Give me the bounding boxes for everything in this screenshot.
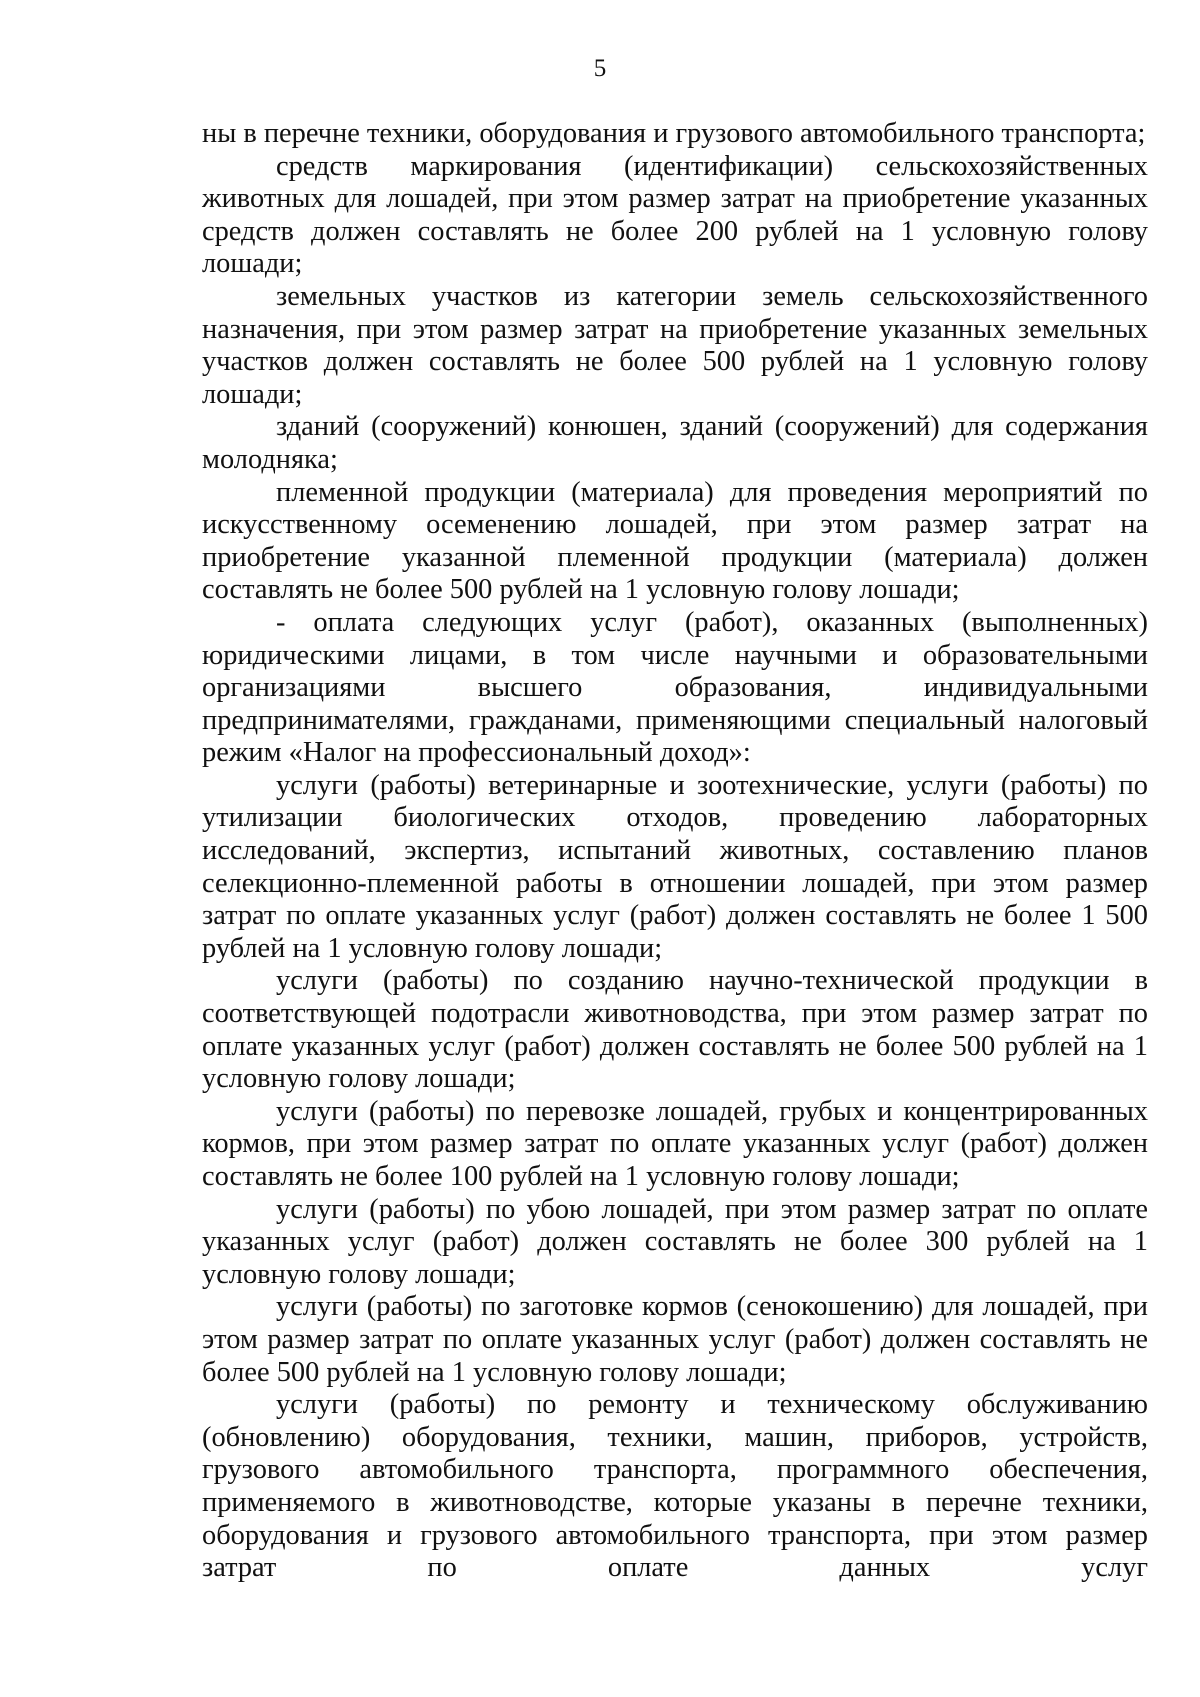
paragraph: услуги (работы) по созданию научно-технической продукции в соответствующей подотрасли животноводства, при этом размер затрат по оплате указанных услуг (работ) должен составлять не более 500 рублей на 1 условную голову лошади; xyxy=(202,965,1148,1095)
paragraph: услуги (работы) ветеринарные и зоотехнические, услуги (работы) по утилизации биологических отходов, проведению лабораторных исследований, экспертиз, испытаний животных, составлению планов селекционно-племенной работы в отношении лошадей, при этом размер затрат по оплате указанных услуг (работ) должен составлять не более 1 500 рублей на 1 условную голову лошади; xyxy=(202,769,1148,964)
paragraph: услуги (работы) по убою лошадей, при этом размер затрат по оплате указанных услуг (работ) должен составлять не более 300 рублей на 1 условную голову лошади; xyxy=(202,1193,1148,1290)
paragraph: - оплата следующих услуг (работ), оказанных (выполненных) юридическими лицами, в том числе научными и образовательными организациями высшего образования, индивидуальными предпринимателями, гражданами, применяющими специальный налоговый режим «Налог на профессиональный доход»: xyxy=(202,606,1148,769)
paragraph: услуги (работы) по ремонту и техническому обслуживанию (обновлению) оборудования, техники, машин, приборов, устройств, грузового автомобильного транспорта, программного обеспечения, применяемого в животноводстве, которые указаны в перечне техники, оборудования и грузового автомобильного транспорта, при этом размер затрат по оплате данных услуг xyxy=(202,1389,1148,1584)
paragraph: ны в перечне техники, оборудования и грузового автомобильного транспорта; xyxy=(202,118,1146,149)
document-body xyxy=(202,118,1148,1585)
paragraph: услуги (работы) по перевозке лошадей, грубых и концентрированных кормов, при этом размер затрат по оплате указанных услуг (работ) должен составлять не более 100 рублей на 1 условную голову лошади; xyxy=(202,1095,1148,1192)
paragraph: средств маркирования (идентификации) сельскохозяйственных животных для лошадей, при этом размер затрат на приобретение указанных средств должен составлять не более 200 рублей на 1 условную голову лошади; xyxy=(202,150,1148,280)
paragraph: земельных участков из категории земель сельскохозяйственного назначения, при этом размер затрат на приобретение указанных земельных участков должен составлять не более 500 рублей на 1 условную голову лошади; xyxy=(202,280,1148,410)
page-number: 5 xyxy=(593,55,607,82)
paragraph: услуги (работы) по заготовке кормов (сенокошению) для лошадей, при этом размер затрат по оплате указанных услуг (работ) должен составлять не более 500 рублей на 1 условную голову лошади; xyxy=(202,1291,1148,1388)
paragraph: зданий (сооружений) конюшен, зданий (сооружений) для содержания молодняка; xyxy=(202,411,1148,475)
paragraph: племенной продукции (материала) для проведения мероприятий по искусственному осеменению лошадей, при этом размер затрат на приобретение указанной племенной продукции (материала) должен составлять не более 500 рублей на 1 условную голову лошади; xyxy=(202,476,1148,606)
